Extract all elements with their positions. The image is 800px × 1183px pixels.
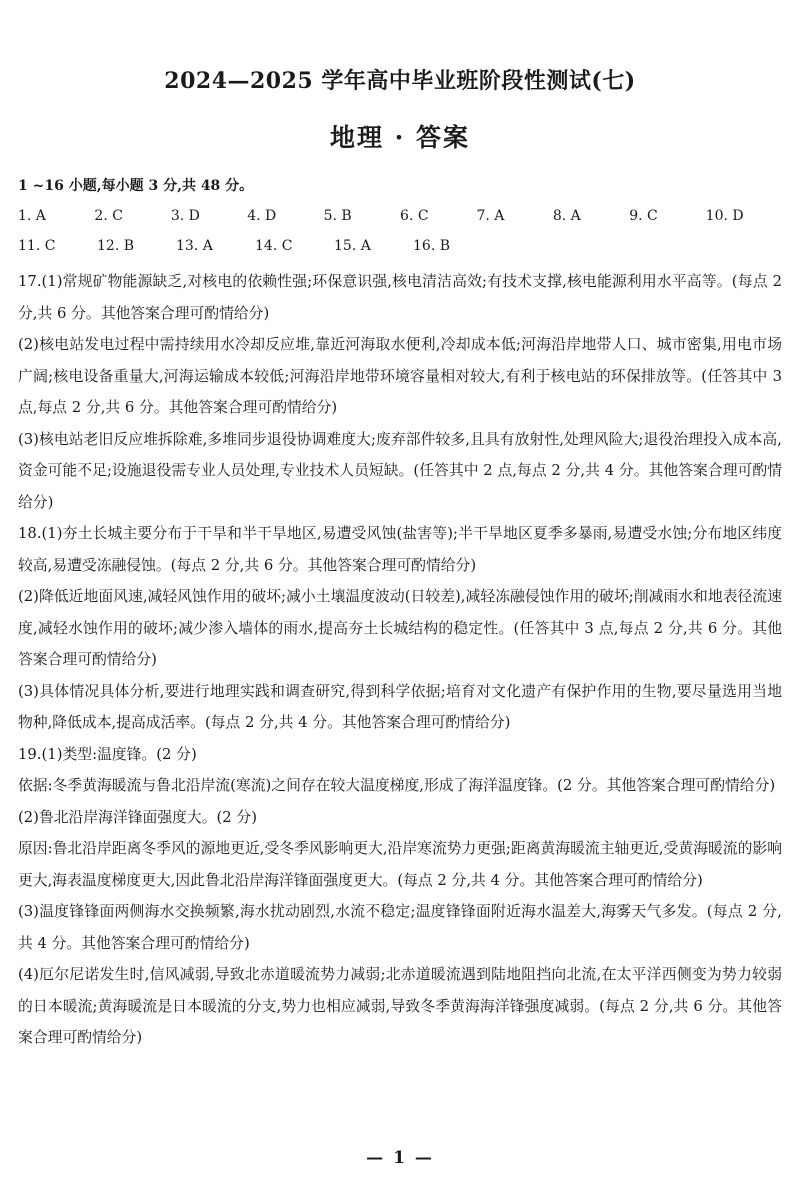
- answer-item: 9. C: [629, 208, 658, 224]
- question-18-answer: [18, 518, 782, 739]
- q18-part-1: 18.(1)夯土长城主要分布于干旱和半干旱地区,易遭受风蚀(盐害等);半干旱地区夏季多暴雨,易遭受水蚀;分布地区纬度较高,易遭受冻融侵蚀。(每点 2 分,共 6 分。其他答案合理可酌情给分): [18, 525, 782, 574]
- q19-part-4: (4)厄尔尼诺发生时,信风减弱,导致北赤道暖流势力减弱;北赤道暖流遇到陆地阻挡向北流,在太平洋西侧变为势力较弱的日本暖流;黄海暖流是日本暖流的分支,势力也相应减弱,导致冬季黄海海洋锋强度减弱。(每点 2 分,共 6 分。其他答案合理可酌情给分): [18, 966, 782, 1046]
- q18-part-3: (3)具体情况具体分析,要进行地理实践和调查研究,得到科学依据;培育对文化遗产有保护作用的生物,要尽量选用当地物种,降低成本,提高成活率。(每点 2 分,共 4 分。其他答案合理可酌情给分): [18, 682, 782, 731]
- choice-section-instruction: 1 ~16 小题,每小题 3 分,共 48 分。: [18, 178, 254, 194]
- answer-item: 12. B: [97, 238, 135, 254]
- q19-part-1-basis: 依据:冬季黄海暖流与鲁北沿岸流(寒流)之间存在较大温度梯度,形成了海洋温度锋。(2 分。其他答案合理可酌情给分): [18, 777, 776, 794]
- answer-item: 15. A: [334, 238, 371, 254]
- answer-item: 5. B: [323, 208, 352, 224]
- answer-item: 3. D: [170, 208, 200, 224]
- q17-part-2: (2)核电站发电过程中需持续用水冷却反应堆,靠近河海取水便利,冷却成本低;河海沿岸地带人口、城市密集,用电市场广阔;核电设备重量大,河海运输成本较低;河海沿岸地带环境容量相对较大,有利于核电站的环保排放等。(任答其中 3 点,每点 2 分,共 6 分。其他答案合理可酌情给分): [18, 336, 782, 416]
- q19-part-2: (2)鲁北沿岸海洋锋面强度大。(2 分): [18, 808, 257, 826]
- answer-item: 7. A: [476, 208, 505, 224]
- question-19-answer: [18, 739, 782, 1054]
- answer-row: [18, 236, 782, 256]
- page-number: — 1 —: [366, 1148, 434, 1168]
- answer-item: 13. A: [176, 238, 213, 254]
- q17-part-3: (3)核电站老旧反应堆拆除难,多堆同步退役协调难度大;废弃部件较多,且具有放射性,处理风险大;退役治理投入成本高,资金可能不足;设施退役需专业人员处理,专业技术人员短缺。(任答其中 2 点,每点 2 分,共 4 分。其他答案合理可酌情给分): [18, 430, 782, 511]
- answer-content: [18, 176, 782, 1054]
- answer-item: 16. B: [413, 238, 451, 254]
- answer-item: 4. D: [247, 208, 277, 224]
- q19-part-1-type: 19.(1)类型:温度锋。(2 分): [18, 745, 197, 763]
- answer-item: 1. A: [18, 208, 46, 224]
- q19-part-3: (3)温度锋锋面两侧海水交换频繁,海水扰动剧烈,水流不稳定;温度锋锋面附近海水温差大,海雾天气多发。(每点 2 分,共 4 分。其他答案合理可酌情给分): [18, 903, 782, 952]
- answer-item: 2. C: [94, 208, 123, 224]
- page-subtitle: 地理 · 答案: [329, 123, 471, 152]
- answer-item: 14. C: [255, 238, 293, 254]
- q18-part-2: (2)降低近地面风速,减轻风蚀作用的破坏;减小土壤温度波动(日较差),减轻冻融侵蚀作用的破坏;削减雨水和地表径流速度,减轻水蚀作用的破坏;减少渗入墙体的雨水,提高夯土长城结构的稳定性。(任答其中 3 点,每点 2 分,共 6 分。其他答案合理可酌情给分): [18, 588, 782, 668]
- choice-answers: [18, 206, 782, 256]
- q19-part-2-reason: 原因:鲁北沿岸距离冬季风的源地更近,受冬季风影响更大,沿岸寒流势力更强;距离黄海暖流主轴更近,受黄海暖流的影响更大,海表温度梯度更大,因此鲁北沿岸海洋锋面强度更大。(每点 2 分,共 4 分。其他答案合理可酌情给分): [18, 840, 782, 889]
- answer-item: 8. A: [552, 208, 581, 224]
- q17-part-1: 17.(1)常规矿物能源缺乏,对核电的依赖性强;环保意识强,核电清洁高效;有技术支撑,核电能源利用水平高等。(每点 2 分,共 6 分。其他答案合理可酌情给分): [18, 273, 782, 322]
- question-17-answer: [18, 266, 782, 518]
- page-title: 2024—2025 学年高中毕业班阶段性测试(七): [164, 68, 636, 94]
- answer-item: 11. C: [18, 238, 56, 254]
- answer-row: [18, 206, 782, 226]
- answer-item: 6. C: [400, 208, 429, 224]
- answer-item: 10. D: [705, 208, 744, 224]
